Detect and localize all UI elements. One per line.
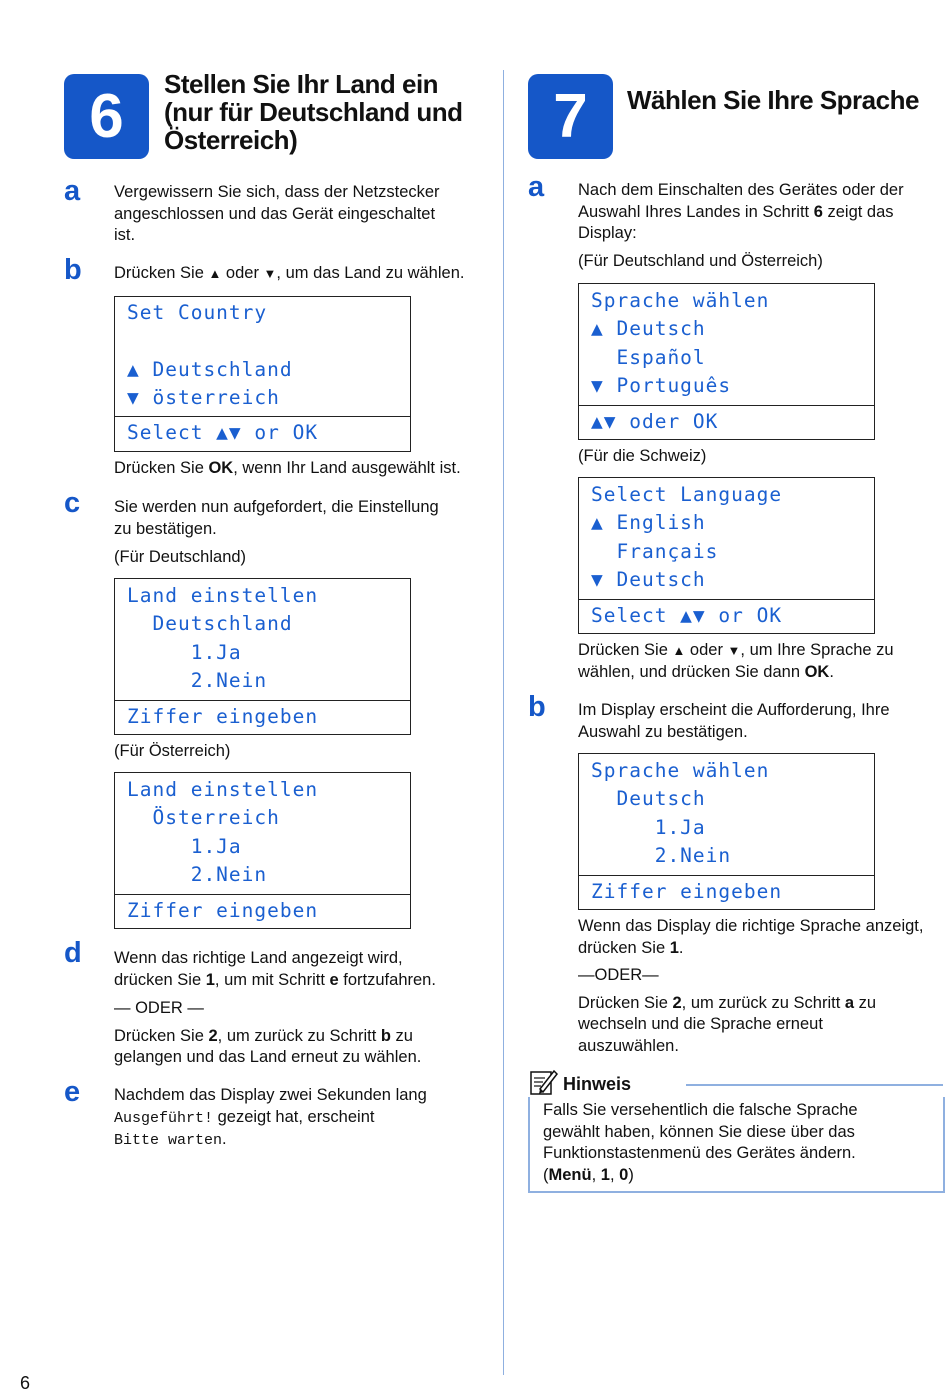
step-7a-text: Nach dem Einschalten des Gerätes oder der Auswahl Ihres Landes in Schritt 6 zeigt das Display: [578, 181, 904, 242]
lcd-sprache-waehlen-de [578, 283, 875, 440]
label-fuer-oesterreich: (Für Österreich) [114, 742, 231, 760]
step-7-number: 7 [553, 82, 588, 151]
lcd-footer: Select ▲▼ or OK [579, 599, 874, 634]
label-fuer-deutschland: (Für Deutschland) [114, 548, 247, 566]
lcd-line: Land einstellen [127, 584, 319, 607]
step-6-letter-b: b [64, 254, 82, 286]
note-title: Hinweis [563, 1074, 632, 1094]
lcd-line: Land einstellen [127, 778, 319, 801]
lcd-line: ▲ Deutschland [127, 358, 293, 381]
step-7-letter-b: b [528, 691, 546, 723]
note-top-rule [686, 1084, 943, 1086]
lcd-line: 2.Nein [591, 844, 732, 867]
note-pencil-icon [529, 1067, 559, 1097]
lcd-line: ▼ Deutsch [591, 568, 706, 591]
down-arrow-icon: ▼ [727, 643, 741, 658]
lcd-line: Français [591, 540, 719, 563]
lcd-set-country [114, 296, 411, 452]
lcd-line: Deutschland [127, 612, 293, 635]
lcd-line: Select Language [591, 483, 783, 506]
lcd-line: ▲ English [591, 511, 706, 534]
lcd-line: Sprache wählen [591, 759, 770, 782]
lcd-line: 1.Ja [127, 835, 242, 858]
step-6c-text: Sie werden nun aufgefordert, die Einstellung zu bestätigen. [114, 498, 439, 538]
step-6a-text: Vergewissern Sie sich, dass der Netzstecker angeschlossen und das Gerät eingeschaltet ist. [114, 183, 440, 244]
lcd-line: 1.Ja [127, 641, 242, 664]
lcd-line: ▼ Português [591, 374, 732, 397]
up-arrow-icon: ▲ [208, 266, 222, 281]
step-6b-text: Drücken Sie ▲ oder ▼, um das Land zu wählen. [114, 264, 465, 282]
label-fuer-die-schweiz: (Für die Schweiz) [578, 447, 707, 465]
step-7-letter-a: a [528, 171, 545, 203]
step-7b-after-text: Wenn das Display die richtige Sprache anzeigt, drücken Sie 1. —ODER— Drücken Sie 2, um zurück zu Schritt a zu wechseln und die Sprache erneut auszuwählen. [578, 916, 943, 1057]
lcd-footer: Select ▲▼ or OK [115, 416, 410, 452]
lcd-line: Set Country [127, 301, 268, 324]
note-box [528, 1097, 945, 1193]
step-6d-text: Wenn das richtige Land angezeigt wird, drücken Sie 1, um mit Schritt e fortzufahren. — ODER — Drücken Sie 2, um zurück zu Schritt b zu gelangen und das Land erneut zu wählen. [114, 948, 494, 1069]
step-6-number: 6 [89, 82, 124, 151]
lcd-footer: Ziffer eingeben [115, 700, 410, 735]
step-7-number-box [528, 74, 613, 159]
lcd-line: ▲ Deutsch [591, 317, 706, 340]
step-7-title: Wählen Sie Ihre Sprache [627, 85, 919, 115]
lcd-footer: Ziffer eingeben [115, 894, 410, 929]
step-6-letter-e: e [64, 1076, 81, 1108]
step-7a-after-text: Drücken Sie ▲ oder ▼, um Ihre Sprache zu wählen, und drücken Sie dann OK. [578, 641, 894, 681]
step-6-letter-d: d [64, 937, 82, 969]
oder-separator: — ODER — [114, 999, 204, 1017]
lcd-line: 2.Nein [127, 669, 268, 692]
lcd-sprache-waehlen-confirm [578, 753, 875, 910]
note-text: Falls Sie versehentlich die falsche Sprache gewählt haben, können Sie diese über das Funktionstastenmenü des Gerätes ändern. (Menü, 1, 0) [543, 1101, 858, 1184]
lcd-land-einstellen-at [114, 772, 411, 929]
lcd-line: Sprache wählen [591, 289, 770, 312]
up-arrow-icon: ▲ [672, 643, 686, 658]
step-7b-text: Im Display erscheint die Aufforderung, Ihre Auswahl zu bestätigen. [578, 701, 890, 741]
lcd-line: 1.Ja [591, 816, 706, 839]
lcd-line: Deutsch [591, 787, 706, 810]
lcd-land-einstellen-de [114, 578, 411, 735]
lcd-line: Español [591, 346, 706, 369]
lcd-select-language-ch [578, 477, 875, 634]
lcd-line: ▼ österreich [127, 386, 280, 409]
lcd-footer: ▲▼ oder OK [579, 405, 874, 440]
step-6-letter-c: c [64, 487, 81, 519]
step-6-title: Stellen Sie Ihr Land ein (nur für Deutschland und Österreich) [164, 69, 463, 155]
step-6b-after-text: Drücken Sie OK, wenn Ihr Land ausgewählt ist. [114, 459, 461, 477]
step-6-letter-a: a [64, 175, 81, 207]
column-divider [503, 70, 504, 1375]
label-fuer-de-at: (Für Deutschland und Österreich) [578, 252, 823, 270]
page-number: 6 [20, 1373, 31, 1393]
down-arrow-icon: ▼ [263, 266, 277, 281]
lcd-line: 2.Nein [127, 863, 268, 886]
lcd-line: Österreich [127, 806, 280, 829]
step-6-number-box [64, 74, 149, 159]
step-6e-text: Nachdem das Display zwei Sekunden lang Ausgeführt! gezeigt hat, erscheint Bitte warten. [114, 1086, 427, 1149]
oder-separator: —ODER— [578, 966, 659, 984]
lcd-footer: Ziffer eingeben [579, 875, 874, 910]
